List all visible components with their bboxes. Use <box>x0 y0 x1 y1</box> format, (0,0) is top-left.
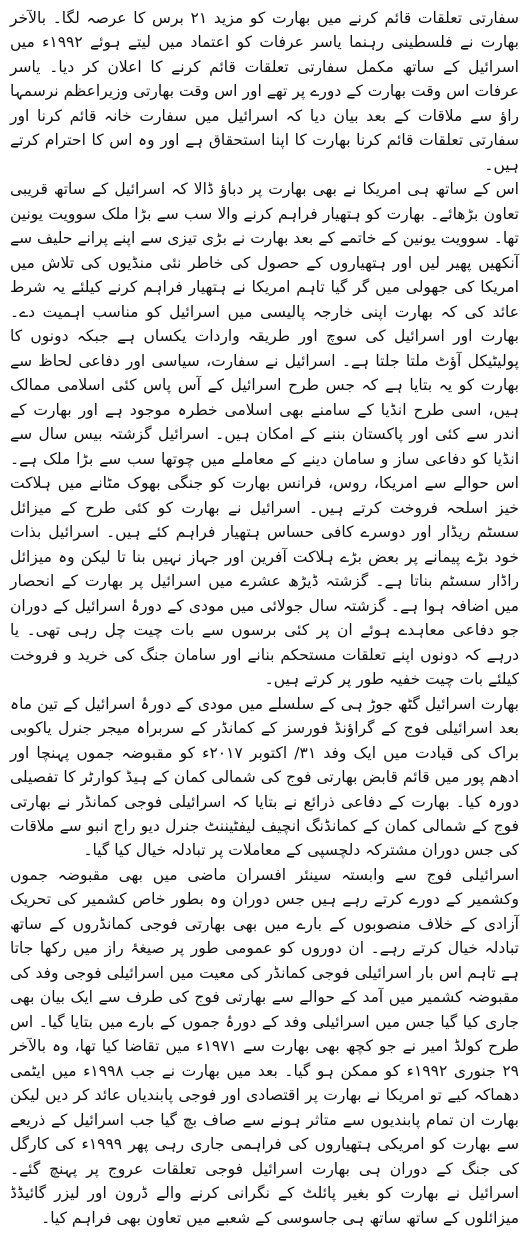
article-paragraph-4: اسرائیلی فوج سے وابستہ سینئر افسران ماضی میں بھی مقبوضہ جموں وکشمیر کے دورے کرتے رہے ہیں جس دوران وہ بطور خاص کشمیر کی تحریک آزادی کے خلاف منصوبوں کے بارے میں بھی بھارتی فوجی کمانڈروں کے ساتھ تبادلہ خیال کرتے رہے۔ ان دوروں کو عمومی طور پر صیغۂ راز میں رکھا جاتا ہے تاہم اس بار اسرائیلی فوجی کمانڈر کی معیت میں اسرائیلی فوجی وفد کی مقبوضہ کشمیر میں آمد کے حوالے سے بھارتی فوج کی طرف سے ایک بیان بھی جاری کیا گیا جس میں اسرائیلی وفد کے دورۂ جموں کے بارے میں بتایا گیا۔ اس طرح کولڈ امیر نے جو کچھ بھی بھارت سے ۱۹۷۱ء میں تقاضا کیا تھا، وہ بالآخر ۲۹ جنوری ۱۹۹۲ء کو ممکن ہو گیا۔ بعد میں بھارت نے جب ۱۹۹۸ء میں ایٹمی دھماکہ کیے تو امریکا نے بھارت پر اقتصادی اور فوجی پابندیاں عائد کر دیں لیکن بھارت ان تمام پابندیوں سے متاثر ہونے سے صاف بچ گیا جب اسرائیل کے ذریعے سے بھارت کو امریکی ہتھیاروں کی فراہمی جاری رہی پھر ۱۹۹۹ء کی کارگل کی جنگ کے دوران ہی بھارت اسرائیل فوجی تعلقات عروج پر پہنچ گئے۔ اسرائیل نے بھارت کو بغیر پائلٹ کے نگرانی کرنے والے ڈرون اور لیزر گائیڈڈ میزائلوں کے ساتھ ساتھ ہی جاسوسی کے شعبے میں تعاون بھی فراہم کیا۔ <box>10 865 519 1227</box>
article-paragraph-2: اس کے ساتھ ہی امریکا نے بھی بھارت پر دباؤ ڈالا کہ اسرائیل کے ساتھ قریبی تعاون بڑھائے۔ بھارت کو ہتھیار فراہم کرنے والا سب سے بڑا ملک سوویت یونین تھا۔ سوویت یونین کے خاتمے کے بعد بھارت نے بڑی تیزی سے اپنے پرانے حلیف سے آنکھیں پھیر لیں اور ہتھیاروں کے حصول کی خاطر نئی منڈیوں کی تلاش میں امریکا کی جھولی میں گر گیا تاہم امریکا نے ہتھیار فراہم کرنے کیلئے یہ شرط عائد کی کہ بھارت اپنی خارجہ پالیسی میں اسرائیل کو مناسب اہمیت دے۔ بھارت اور اسرائیل کی سوچ اور طریقہ واردات یکساں ہے جبکہ دونوں کا پولیٹیکل آؤٹ ملتا جلتا ہے۔ اسرائیل نے سفارت، سیاسی اور دفاعی لحاظ سے بھارت کو یہ بتایا ہے کہ جس طرح اسرائیل کے آس پاس کئی اسلامی ممالک ہیں، اسی طرح انڈیا کے سامنے بھی اسلامی خطرہ موجود ہے اور بھارت کے اندر سے کئی اور پاکستان بننے کے امکان ہیں۔ اسرائیل گزشتہ بیس سال سے انڈیا کو دفاعی ساز و سامان دینے کے معاملے میں چوتھا سب سے بڑا ملک ہے۔ اس حوالے سے امریکا، روس، فرانس بھارت کو جنگی بھوک مٹانے میں ہلاکت خیز اسلحہ فروخت کرتے ہیں۔ اسرائیل نے بھارت کو کئی طرح کے میزائل سسٹم ریڈار اور دوسرے کافی حساس ہتھیار فراہم کئے ہیں۔ اسرائیل بذات خود بڑے پیمانے پر بعض بڑے ہلاکت آفرین اور جہاز نہیں بنا تا لیکن وہ میزائل راڈار سسٹم بناتا ہے۔ گزشتہ ڈیڑھ عشرے میں اسرائیل پر بھارت کے انحصار میں اضافہ ہوا ہے۔ گزشتہ سال جولائی میں مودی کے دورۂ اسرائیل کے دوران جو دفاعی معاہدے ہوئے ان پر کئی برسوں سے بات چیت چل رہی تھی۔ یا درہے کہ دونوں اپنے تعلقات مستحکم بنانے اور سامان جنگ کی خرید و فروخت کیلئے بات چیت خفیہ طور پر کرتے ہیں۔ <box>10 180 519 689</box>
article-paragraph-3: بھارت اسرائیل گٹھ جوڑ ہی کے سلسلے میں مودی کے دورۂ اسرائیل کے تین ماہ بعد اسرائیلی فوج کے گراؤنڈ فورسز کے کمانڈر کے سربراہ میجر جنرل یاکوبی براک کی قیادت میں ایک وفد ۳۱/ اکتوبر ۲۰۱۷ء کو مقبوضہ جموں پہنچا اور ادھم پور میں قائم قابض بھارتی فوج کی شمالی کمان کے ہیڈ کوارٹر کا تفصیلی دورہ کیا۔ بھارت کے دفاعی ذرائع نے بتایا کہ اسرائیلی فوجی کمانڈر نے بھارتی فوج کے شمالی کمان کے کمانڈنگ انچیف لیفٹیننٹ جنرل دیو راج انبو سے ملاقات کی جس دوران مشترکہ دلچسپی کے معاملات پر تبادلہ خیال کیا گیا۔ <box>10 694 519 860</box>
article-paragraph-1: سفارتی تعلقات قائم کرنے میں بھارت کو مزید ۲۱ برس کا عرصہ لگا۔ بالآخر بھارت نے فلسطینی رہنما یاسر عرفات کو اعتماد میں لیتے ہوئے ۱۹۹۲ء میں اسرائیل کے ساتھ مکمل سفارتی تعلقات قائم کرنے کا اعلان کر دیا۔ یاسر عرفات اس وقت بھارت کے دورے پر تھے اور اس وقت بھارتی وزیراعظم نرسمہا راؤ سے ملاقات کے بعد بیان دیا کہ اسرائیل میں سفارت خانہ قائم کرنا اور سفارتی تعلقات قائم کرنا بھارت کا اپنا استحقاق ہے اور وہ اس کا احترام کرتے ہیں۔ <box>10 9 519 174</box>
